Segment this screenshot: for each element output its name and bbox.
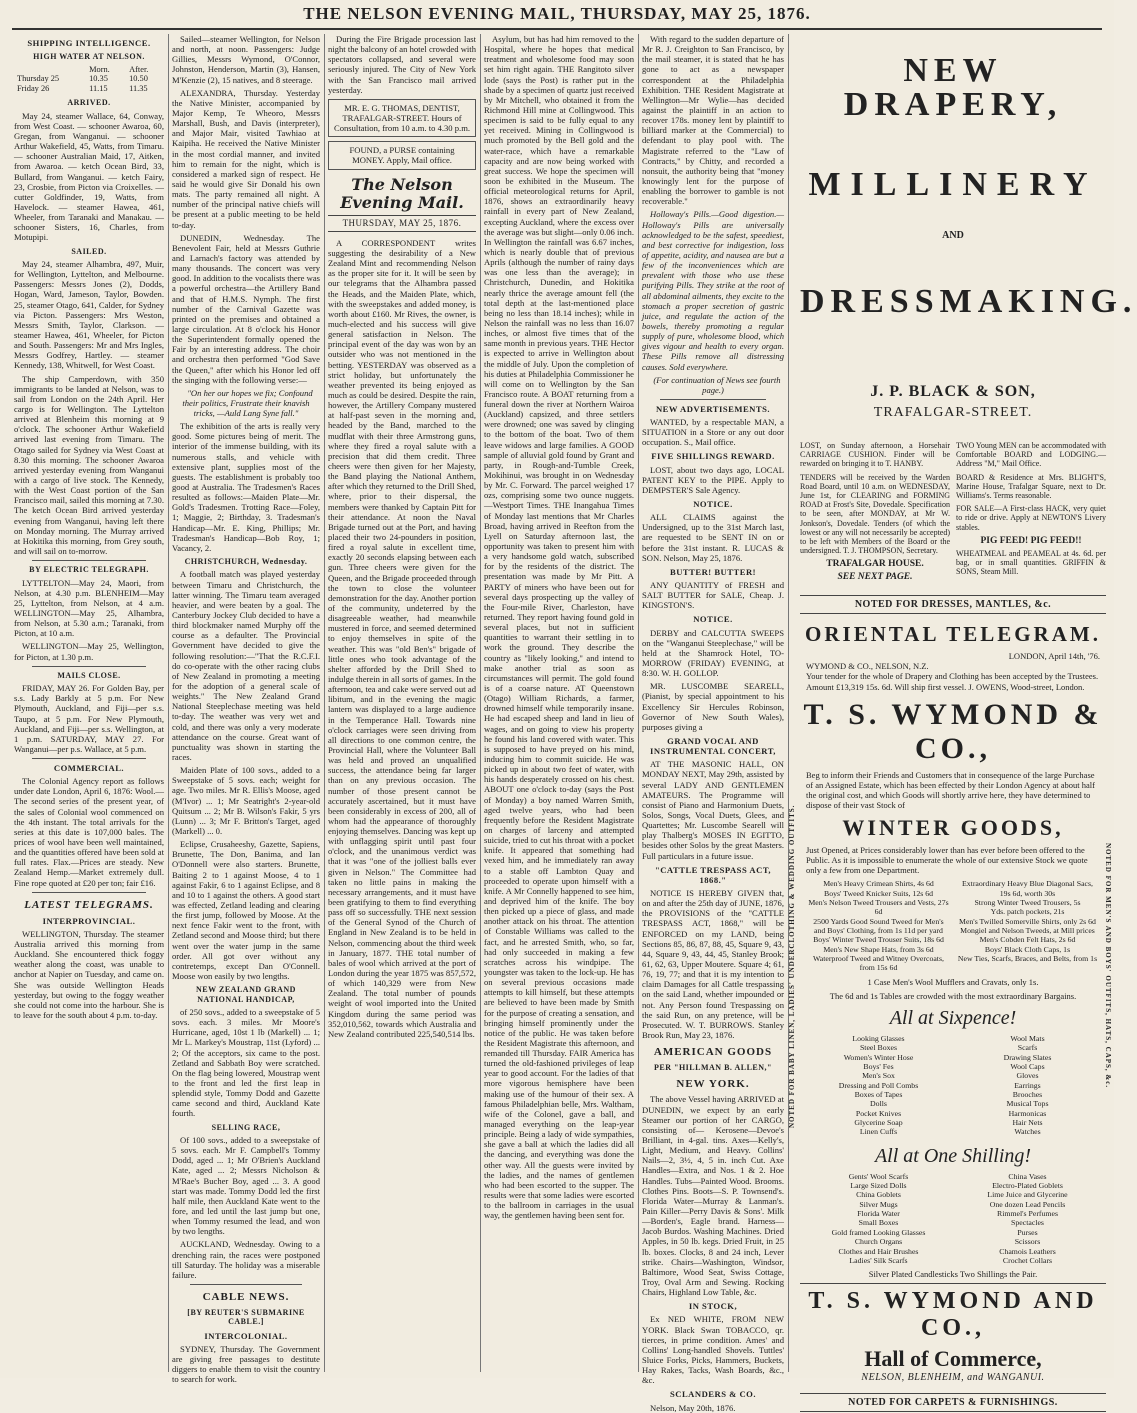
grand-national-text: of 250 sovs., added to a sweepstake of 5 sovs. each. 3 miles. Mr Moore's Hurricane, aged, 10st 1 lb (Markell) ... 1; Mr L. Markey's Moustrap, 11st (Lyford) ... 2; Of the acceptors, six came to the post. Zetland and Sabbath Boy were scratched. On the flag being lowered, Moustrap went to the front and led the first leap in splendid style, Tommy Dodd and Gazette came second and third, Auckland Kate fourth. — [172, 1006, 320, 1119]
sixpence-item: Dressing and Poll Combs — [838, 1080, 919, 1090]
dressmaking-title: DRESSMAKING. — [800, 283, 1137, 320]
alexandra-news: ALEXANDRA, Thursday. Yesterday the Native Minister, accompanied by Major Kemp, Te Wheoro, Messrs Marshall, Bush, and Davis (interpreter), and Major Mair, visited Tawhiao at Kaipiha. He received the Native Minister in the most cordial manner, and invited him to remain for the night, which is considered a marked sign of respect. He said he would give Sir Donald his own mats. The party remained all night. A number of the principal native chiefs will be present at a public meeting to be held to-day. — [172, 87, 320, 230]
sixpence-item: Musical Tops — [1006, 1099, 1049, 1109]
sixpence-item: Glycerine Soap — [854, 1118, 903, 1128]
shilling-item: Small Boxes — [858, 1218, 899, 1228]
tide-cell: 10.50 — [129, 74, 148, 84]
column-rule — [638, 34, 639, 1372]
sixpence-item: Looking Glasses — [852, 1033, 905, 1043]
notice-text: ALL CLAIMS against the Undersigned, up to the 31st March last, are requested to be SENT IN on or before the 31st instant. R. LUCAS & SON. Nelson, May 25, 1876. — [642, 512, 784, 563]
hall-of-commerce: Hall of Commerce, — [864, 1346, 1042, 1372]
divider — [32, 758, 146, 759]
sixpence-item: Men's Sox — [862, 1071, 895, 1081]
sclanders-name: SCLANDERS & CO. — [669, 1389, 757, 1400]
price-list-item: Men's Nelson Tweed Trousers and Vests, 27s 6d — [808, 897, 949, 917]
tide-row — [14, 84, 164, 94]
pig-feed-heading: PIG FEED! PIG FEED!! — [980, 535, 1082, 546]
divider — [190, 1284, 302, 1285]
found-ad — [328, 141, 476, 169]
sixpence-item: Boys' Fes — [863, 1062, 894, 1071]
sixpence-list-left — [808, 1034, 949, 1137]
divider — [32, 666, 146, 667]
telegraph-arrived: LYTTELTON—May 24, Maori, from Nelson, at 4.30 p.m. BLENHEIM—May 25, Lyttelton, from Nelson, at 4 a.m. WELLINGTON—May 25, Alhambra, from Nelson, at 5.30 a.m.; Taranaki, from Picton, at 10 a.m. — [14, 577, 164, 639]
bargains-line: The 6d and 1s Tables are crowded with the most extraordinary Bargains. — [829, 990, 1077, 1001]
american-goods-heading: AMERICAN GOODS — [653, 1046, 773, 1059]
page-masthead: THE NELSON EVENING MAIL, THURSDAY, MAY 25, 1876. — [303, 4, 811, 23]
side-banner-right: NOTED FOR MEN'S AND BOYS' OUTFITS, HATS, CAPS, &c. — [1104, 843, 1112, 1089]
selling-race-text: Of 100 sovs., added to a sweepstake of 5 sovs. each. Mr F. Campbell's Tommy Dodd, aged ... 1; Mr O'Brien's Auckland Kate, aged ... 2; Messrs Nicholson & M'Rae's Bucher Boy, aged ... 3. A good start was made. Tommy Dodd led the first half mile, then Auckland Kate went to the fore, and led until the last jump but one, when Tommy resumed the lead, and won by two lengths. — [172, 1134, 320, 1237]
shilling-item: Gents' Wool Scarfs — [848, 1171, 909, 1181]
christchurch-news: A football match was played yesterday between Timaru and Christchurch, the latter winning. The Timaru team averaged heavier, and were beaten by a goal. The Canterbury Jockey Club decided to have a third blockmaker named Murphy off the course as a defaulter. The Provincial Government have decided to give the following resolution:—"That the R.C.F.I. do co-operate with the other racing clubs of New Zealand in promoting a meeting for the adoption of a general scale of weights." The New Zealand Grand National Steeplechase meeting was held to-day. The weather was very wet and cold, and there was only a very moderate attendance on the course. Great want of punctuality was shown in starting the races. — [172, 569, 320, 762]
sailed-text: May 24, steamer Alhambra, 497, Muir, for Wellington, Lyttelton, and Melbourne. Passengers: Messrs Jones (2), Dodds, Hogan, Ward, Jameson, Taylor, Bowden. 25, steamer Otago, 641, Calder, for Sydney via Picton. Passengers: Mrs Weston, Messrs Smith, Taylor, Clarkson. — steamer Hawea, 461, Wheeler, for Picton and South. Passengers: Mr and Mrs Ingles, Messrs Godfrey, Hartley. — steamer Kennedy, 138, Whitwell, for West Coast. — [14, 259, 164, 371]
selling-race-heading: SELLING RACE, — [211, 1122, 281, 1132]
intercolonial-heading: INTERCOLONIAL. — [204, 1330, 288, 1341]
classified-grid — [800, 441, 1106, 585]
wymond-title-2: T. S. WYMOND AND CO., — [800, 1283, 1106, 1342]
masthead-rule — [12, 28, 1102, 30]
concert-text: AT THE MASONIC HALL, ON MONDAY NEXT, May 29th, assisted by several LADY AND GENTLEMEN AMATEURS. The Programme will consist of Piano and Harmonium Duets, Solos, Songs, Vocal Duets, Glees, and Quartettes; Mr. Luscombe Searell will play Thalberg's MOSES IN EGITTO, besides other Solos by the great Masters. Full particulars in a future issue. — [642, 759, 784, 861]
paper-date: THURSDAY, MAY 25, 1876. — [328, 215, 476, 232]
interprovincial-heading: INTERPROVINCIAL. — [42, 915, 136, 926]
shilling-item: Florida Water — [857, 1209, 900, 1219]
column-rule — [168, 34, 169, 1372]
shipping-heading: SHIPPING INTELLIGENCE. — [27, 38, 151, 48]
winter-goods-title: WINTER GOODS, — [842, 814, 1064, 840]
tenders-ad: TENDERS will be received by the Warden Road Board, until 10 a.m. on WEDNESDAY, June 1st, for CLEARING and FORMING ROAD at Frost's Site, Dovedale. Specification to be seen, after MONDAY, at Mr W. Jonkson's, Dovedale. Tenders (of which the lowest or any will not necessarily be accepted) to be left with Members of the Board or the undersigned. T. J. THOMPSON, Secretary. — [800, 472, 950, 556]
shilling-item: Church Organs — [854, 1237, 903, 1247]
interprovincial-text: WELLINGTON, Thursday. The steamer Australia arrived this morning from Auckland. She encountered thick foggy weather along the coast, was unable to anchor at Napier on Tuesday, and came on. She was outside Wellington Heads yesterday, but owing to the foggy weather she could not come into the harbour. She is to leave for the south about 4 p.m. to-day. — [14, 928, 164, 1020]
column-5 — [642, 34, 784, 1413]
telegram-from: LONDON, April 14th, '76. — [1008, 651, 1100, 662]
sixpence-item: Harmonicas — [1008, 1108, 1047, 1118]
lodging-ad: TWO Young MEN can be accommodated with Comfortable BOARD and LODGING.—Address "M," Mail Office. — [956, 441, 1106, 469]
divider — [32, 560, 146, 561]
dresses-banner: NOTED FOR DRESSES, MANTLES, &c. — [800, 595, 1106, 614]
notice-heading-2: NOTICE. — [693, 614, 733, 625]
sixpence-item: Drawing Slates — [1003, 1052, 1052, 1062]
telegraph-heading: BY ELECTRIC TELEGRAPH. — [29, 565, 149, 575]
tide-header-cell: Morn. — [89, 64, 110, 74]
editorial-text: A CORRESPONDENT writes suggesting the desirability of a New Zealand Mint and recommending Nelson as the proper site for it. It will be seen by our telegrams that the Alhambra passed the Heads, and the Maiden Plate, which, with the sweepstakes and added money, is worth about £160. Mr Rives, the owner, is much-elected and his success will give general satisfaction in Nelson. The principal event of the day was won by an outsider who was not mentioned in the betting. YESTERDAY was observed as a strict holiday, but unfortunately the weather prevented its being enjoyed as much as could be desired. Despite the rain, however, the Artillery Company mustered at half-past seven in the morning and, headed by the Band, marched to the mudflat with their three Armstrong guns, where they fired a royal salute with a precision that did them credit. Three cheers were then given for her Majesty, the Band playing the National Anthem, after which they returned to the Drill Shed, where, prior to their dispersal, the members were thanked by Captain Pitt for their attendance. At noon the Naval Brigade turned out at the Port, and having placed their two 24-pounders in position, fired a royal salute in excellent time, exactly 20 seconds elapsing between each gun. Three cheers were given for the Queen, and the Brigade proceeded through the town to close the volunteer demonstration for the day. Another portion of the community, undeterred by the disagreeable weather, had meanwhile mustered in force, and seemed determined to enjoy themselves in spite of the weather. This was "old Ben's" brigade of little ones who took advantage of the shelter afforded by the Drill Shed to indulge therein in all sorts of games. In the afternoon, tea and cake were served out ad libitum, and in the evening the magic lantern was displayed to a large audience in the Temperance Hall. Towards nine o'clock carriages were seen driving from all directions to one common centre, the Provincial Hall, where the Volunteer Ball was held and proved an unqualified success, the attendance being far larger than on any previous occasion. The number of those present cannot be accurately ascertained, but it must have been considerably in excess of 200, all of whom had the appearance of thoroughly enjoying themselves. Dancing was kept up with unflagging spirit until past four o'clock, and the unanimous verdict was that it was "one of the jolliest balls ever given in Nelson." The Committee had taken no little pains in making the necessary arrangements, and it must have been gratifying to them to find everything pass off so successfully. THE next session of the General Synod of the Church of England in New Zealand is to be held in Nelson, commencing about the third week in January, 1877. THE total number of bales of wool which arrived at the port of London during the year 1875 was 857,572, of which 140,329 were from New Zealand. The total number of pounds weight of wool imported into the United Kingdom during the same period was 352,010,562, towards which Australia and New Zealand contributed 225,540,514 lbs. — [328, 237, 476, 1039]
sixpence-item: Pocket Knives — [855, 1108, 902, 1118]
winter-goods-body: Just Opened, at Prices considerably lower than has ever before been offered to the Public. As it is impossible to enumerate the whole of our extensive Stock we quote only a few from one Department. — [806, 844, 1088, 875]
arrived-text: May 24, steamer Wallace, 64, Conway, from West Coast. — schooner Awaroa, 60, Gregan, from Wanganui. — schooner Arthur Wakefield, 45, Watts, from Timaru. — schooner Australian Maid, 17, Aitken, from Awaroa. — ketch Ocean Bird, 33, Bullard, from Wanganui. — ketch Fairy, 23, Crosbie, from Picton via Croixelles. — cutter Goldfinder, 19, Watts, from Havelock. — steamer Hawea, 461, Wheeler, from Taranaki and Manakau. — schooner Sisters, 16, Charles, from Motupipi. — [14, 110, 164, 243]
in-stock-text: Ex NED WHITE, FROM NEW YORK. Black Swan TOBACCO, qr. tierces, in prime condition. Ames' and Collins' Long-handled Shovels. Tuttles' Sluice Forks, Picks, Hammers, Buckets, Hay Rakes, Tacks, Wash Boards, &c., &c. — [642, 1314, 784, 1386]
shilling-item: Clothes and Hair Brushes — [838, 1246, 919, 1256]
price-list-item: Men's Twilled Somerville Shirts, only 2s 6d — [959, 916, 1096, 926]
mufflers-line: 1 Case Men's Wool Mufflers and Cravats, only 1s. — [867, 976, 1039, 987]
shilling-item: Gold framed Looking Glasses — [831, 1227, 926, 1237]
creighton-news: With regard to the sudden departure of Mr R. J. Creighton to San Francisco, by the mail steamer, it is stated that he has gone to act as a newspaper correspondent at the Philadelphia Exhibition. THE Resident Magistrate at Wellington—Mr Wylie—has decided against the plaintiff in an action to recover 178s. money lent by plaintiff to billiard marker at the Commercial) to defendant to play pool with. The Magistrate referred to the "Law of Contracts," by Chitty, and recorded a nonsuit, the authority being that "money knowingly lent for the purpose of enabling the borrower to gamble is not recoverable." — [642, 34, 784, 207]
concert-heading: GRAND VOCAL AND INSTRUMENTAL CONCERT, — [650, 736, 776, 757]
telegram-body — [806, 651, 1100, 692]
dunedin-news-2: The exhibition of the arts is really very good. Some pictures being of merit. The interior of the immense building, with its numerous stalls, and vehicle with extensive plant, supplies most of the guests. The establishment is probably too good at Australia. The Tradesmen's Races resulted as follows:—Maiden Plate—Mr. Gold's Tradesmen. Trotting Race—Foley, 1; Maggie, 2; Birthday, 3. Tradesman's Handicap—Mr. E. King, Phillips; Mr. Tradesman's Handicap—Bob Roy, 1; Vacancy, 2. — [172, 421, 320, 553]
news-paragraphs: Asylum, but has had him removed to the Hospital, where he hopes that medical treatment and wholesome food may soon set him right again. THE Rangitoto silver lode (says the Post) is rather put in the shade by a specimen of quartz just received by Mr Mitchell, who obtained it from the Richmond Hill mine at Collingwood. This specimen is said to be fully equal to any yet received. Mining in Collingwood is much promoted by the Bell gold and the water-race, which have a remarkable capacity and are now being worked with great success. We hope the specimen will soon be exhibited in the Museum. The official meteorological returns for April, 1876, shows an extraordinarily heavy rainfall in every part of New Zealand, excepting Auckland, where the excess over the average was but slight—only 0.06 inch. In Wellington the rainfall was 6.67 inches, which is nearly double that of previous Aprils (although the number of rainy days was one less than the average); in Christchurch, Dunedin, and Hokitika nearly thrice the average amount fell (the total depth at the last-mentioned place being no less than 18.14 inches); while in Nelson the rainfall was no less than 16.07 inches, or almost five times that of the same month in previous years. THE Hector is expected to arrive in Wellington about the middle of July. Upon the completion of his duties at Philadelphia Commissioner he will come on to Wellington by the San Francisco route. A BOAT returning from a funeral down the river at Northern Wairoa (Auckland) capsized, and three settlers were drowned; one was saved by clinging to the bottom of the boat. Two of them leave widows and large families. A GOOD sample of alluvial gold found by Grant and party, in Rough-and-Tumble Creek, Mokihinui, was brought in on Wednesday by Mr. C. Forward. The parcel weighed 17 ozs, comprising some two ounce nuggets.—Westport Times. THE Inangahua Times of Monday last mentions that Mr Charles Broad, having arrived in Reefton from the Lyell on Saturday afternoon last, the opportunity was taken to present him with a very handsome gold watch, subscribed for by the residents of the district. The presentation was made by Mr Pitt. A PARTY of miners who have been out for several days prospecting up the valley of the Four-mile River, Charleston, have returned. They report having found gold in several places, but not in sufficient quantities to warrant their settling in to work the ground. They describe the country as "likely looking," and intend to make another trial as soon as circumstances will permit. The gold found is of a coarse nature. AT Queenstown (Otago) William Richards, a farmer, drowned himself while temporarily insane. He had escaped sheep and land in lieu of wages, and on going to view his property he found his land covered with water. This is supposed to have preyed on his mind, inducing him to commit suicide. He was picked up in about two feet of water, with his hands desperately crossed on his chest. ABOUT one o'clock to-day (says the Post of Monday) a boy named Warren Smith, aged twelve years, who had been frequently before the Resident Magistrate on charges of larceny and attempted suicide, tried to cut his throat with a pocket knife. It appeared that something had vexed him, and he immediately ran away to a stable off Lambton Quay and proceeded to operate upon himself with a knife. A Mr Connelly happened to see him, and deprived him of the knife. The boy then picked up a piece of glass, and made another attack on his throat. The attention of Constable Williams was called to the fact, and he arrested Smith, who, so far, had only succeeded in making a few scratches across his windpipe. The youngster was taken to the lock-up. He has on several previous occasions made attempts to kill himself, but these attempts are believed to have been made by Smith for the purpose of creating a sensation, and bringing himself prominently under the notice of the public. He was taken before the Resident Magistrate this afternoon, and remanded till Thursday. FAIR America has turned the old-fashioned privileges of leap year to good account. For the ladies of that more vigorous hemisphere have been making use of the humour of their sex. A famous Philadelphian belle, Mrs. Waltham, wife of the Colonel, gave a ball, and managed everything on the leap-year principle. Being a lady of wide sympathies, she gave a ball at which the ladies did all the dancing, and everything was done the other way. All the guests were invited by the ladies, and the names of gentlemen who had been escorted to the supper. The results were that some ladies were escorted to the ballroom in carriages in the usual way, the gentlemen having been sent for. — [484, 34, 634, 1221]
shilling-list-right — [957, 1172, 1098, 1265]
commercial-text: The Colonial Agency report as follows under date London, April 6, 1876: Wool.—The second series of the present year, of the sales of Colonial wool commenced on the 4th instant. The total arrivals for the series at this date is 107,000 bales. The prices of wool have been well maintained, and the quantities offered have been sold at full rates. Flax.—Prices are steady. New Zealand Hemp.—Market extremely dull. Fine rope quoted at £20 per ton; fair £16. — [14, 776, 164, 888]
maiden-plate: Maiden Plate of 100 sovs., added to a Sweepstake of 5 sovs. each; weight for age. Two miles. Mr R. Ellis's Moose, aged (M'Ivor) ... 1; Mr Seatright's 2-year-old Quitsum ... 2; Mr B. Wilson's Fakir, 5 yrs (Lunn) ... 3; Mr F. Britton's Target, aged (Markell) ... 0. — [172, 765, 320, 836]
latest-telegrams-heading: LATEST TELEGRAMS. — [24, 898, 154, 911]
auckland-news: AUCKLAND, Wednesday. Owing to a drenching rain, the races were postponed till Saturday. The holiday was a miserable failure. — [172, 1239, 320, 1280]
sixpence-item: Wool Caps — [1010, 1062, 1045, 1071]
divider — [32, 892, 146, 893]
price-list-item: Boys' Black Cloth Caps, 1s — [984, 944, 1071, 954]
board-ad: BOARD & Residence at Mrs. BLIGHT'S, Marine House, Trafalgar Square, next to Dr. Williams's. Terms reasonable. — [956, 472, 1106, 500]
tide-header-cell: After. — [129, 64, 149, 74]
side-banner-left: NOTED FOR BABY LINEN, LADIES' UNDERCLOTHING & WEDDING OUTFITS. — [788, 804, 796, 1128]
mails-text: FRIDAY, MAY 26. For Golden Bay, per s.s. Lady Barkly at 5 p.m. For New Plymouth, Auckland, and Fiji—per s.s. Taupo, at 5 p.m. For New Plymouth, Auckland, and Fiji—per s.s. Wellington, at 1 p.m. SATURDAY, MAY 27. For Wanganui—per p.s. Wallace, at 5 p.m. — [14, 683, 164, 754]
column-2 — [172, 34, 320, 1385]
telegraph-sailed: WELLINGTON—May 25, Wellington, for Picton, at 1.30 p.m. — [14, 641, 164, 662]
shilling-item: Purses — [1017, 1227, 1038, 1237]
tide-header-row — [14, 65, 164, 75]
hack-for-sale-ad: FOR SALE—A First-class HACK, very quiet to ride or drive. Apply at NEWTON'S Livery stables. — [956, 504, 1106, 532]
sixpence-item: Steel Boxes — [859, 1043, 898, 1053]
notice-heading: NOTICE. — [693, 499, 733, 510]
shilling-item: China Goblets — [856, 1190, 901, 1200]
continuation-note: (For continuation of News see fourth page.) — [653, 374, 781, 395]
sixpence-item: Hair Nets — [1012, 1118, 1043, 1128]
shilling-list-left — [808, 1172, 949, 1265]
shilling-item: Ladies' Silk Scarfs — [849, 1255, 908, 1265]
price-list-item: Waterproof Tweed and Witney Overcoats, from 15s 6d — [813, 953, 944, 973]
sixpence-item: Watches — [1014, 1127, 1041, 1137]
sailed-wellington: Sailed—steamer Wellington, for Nelson and north, at noon. Passengers: Judge Gillies, Messrs Wymond, O'Connor, Johnston, Henderson, Martin (3), Hansen, M'Kenzie (2), 15 natives, and 8 steerage. — [172, 34, 320, 85]
tide-cell: 11.35 — [129, 84, 148, 94]
cable-subheading: [BY REUTER'S SUBMARINE CABLE.] — [187, 1307, 305, 1327]
tide-table — [14, 65, 164, 95]
price-list-item: Men's Heavy Crimean Shirts, 4s 6d — [823, 879, 934, 889]
searell-ad: MR. LUSCOMBE SEARELL, (Pianist, by special appointment to his Excellency Sir Hercules Robinson, Governor of New South Wales), purposes giving a — [642, 681, 784, 732]
sixpence-title: All at Sixpence! — [889, 1006, 1017, 1029]
cattle-heading: "CATTLE TRESPASS ACT, 1868." — [654, 864, 772, 885]
american-per: PER "HILLMAN B. ALLEN," — [654, 1063, 772, 1073]
shilling-item: Silver Mugs — [859, 1199, 898, 1209]
shilling-list — [808, 1172, 1098, 1265]
sixpence-item: Boxes of Tapes — [854, 1090, 903, 1100]
cable-news-heading: CABLE NEWS. — [202, 1290, 290, 1303]
price-list-item: Mongiel and Nelson Tweeds, at Mill prices — [960, 925, 1095, 935]
grand-national-heading: NEW ZEALAND GRAND NATIONAL HANDICAP, — [196, 985, 296, 1004]
shilling-item: China Vases — [1008, 1171, 1047, 1181]
trafalgar-house: TRAFALGAR HOUSE. — [826, 559, 924, 570]
business-street: TRAFALGAR-STREET. — [873, 405, 1033, 420]
shilling-item: Scissors — [1014, 1237, 1041, 1247]
sixpence-item: Wool Mats — [1010, 1033, 1045, 1043]
sixpence-item: Earrings — [1014, 1080, 1041, 1090]
tide-cell: Thursday 25 — [17, 74, 60, 84]
tide-row — [14, 74, 164, 84]
shilling-title: All at One Shilling! — [874, 1144, 1032, 1167]
new-york-heading: NEW YORK. — [676, 1078, 750, 1091]
price-list-item: Men's Cobden Felt Hats, 2s 6d — [979, 935, 1076, 945]
dentist-ad-text: MR. E. G. THOMAS, DENTIST, TRAFALGAR-STREET. Hours of Consultation, from 10 a.m. to 4.30 p.m. — [333, 102, 471, 134]
shilling-item: Lime Juice and Glycerine — [987, 1190, 1068, 1200]
price-list — [808, 879, 1098, 972]
sixpence-item: Brooches — [1012, 1090, 1043, 1100]
price-list-item: Boys' Tweed Knicker Suits, 12s 6d — [824, 888, 933, 898]
arrived-label: ARRIVED. — [67, 98, 111, 108]
telegram-message: Your tender for the whole of Drapery and Clothing has been accepted by the Trustees. Amount £13,319 15s. 6d. Will ship first vessel. J. OWENS, Wood-street, London. — [806, 671, 1099, 692]
dentist-ad — [328, 99, 476, 137]
column-3 — [328, 34, 476, 1372]
sixpence-item: Gloves — [1016, 1071, 1039, 1081]
business-name: J. P. BLACK & SON, — [870, 383, 1036, 400]
see-next-page: SEE NEXT PAGE. — [837, 572, 913, 583]
telegram-to: WYMOND & CO., NELSON, N.Z. — [806, 661, 929, 672]
column-rule — [480, 34, 481, 1372]
sixpence-item: Scarfs — [1017, 1043, 1038, 1053]
sydney-news: SYDNEY, Thursday. The Government are giving free passages to destitute diggers to enable them to visit the country to search for work. — [172, 1343, 320, 1385]
classified-right — [956, 441, 1106, 585]
drapery-title: NEW DRAPERY, — [843, 52, 1063, 123]
column-1 — [14, 34, 164, 1372]
price-list-item: Yds. patch pockets, 21s — [990, 907, 1065, 917]
shilling-item: Large Sized Dolls — [850, 1181, 907, 1191]
price-list-item: Strong Winter Tweed Trousers, 5s — [974, 897, 1081, 907]
shilling-item: Electro-Plated Goblets — [992, 1181, 1063, 1191]
and-label: AND — [942, 230, 964, 241]
price-list-item: Boys' Winter Tweed Trouser Suits, 18s 6d — [813, 935, 944, 945]
carpets-banner: NOTED FOR CARPETS & FURNISHINGS. — [800, 1393, 1106, 1412]
reward-heading: FIVE SHILLINGS REWARD. — [651, 451, 775, 462]
divider — [660, 399, 766, 400]
shilling-item: Chamois Leathers — [999, 1246, 1056, 1256]
lost-key-ad: LOST, about two days ago, LOCAL PATENT KEY to the PIPE. Apply to DEMPSTER'S Sale Agency. — [642, 464, 784, 495]
tide-cell: 10.35 — [89, 74, 108, 84]
holloway-ad: Holloway's Pills.—Good digestion.—Holloway's Pills are universally acknowledged to be the safest, speediest, and best corrective for indigestion, loss of appetite, acidity, and nausea are but a few of the inconveniences which are prevalent with those who use these purifying Pills. They strike at the root of all abdominal ailments, they excite to the stomach a proper secretion of gastric juice, and regulate the action of the bowels, thereby promoting a regular supply of pure, wholesome blood, which gives vigour and health to every organ. These Pills remove all distressing causes. Sold everywhere. — [642, 209, 784, 372]
wymond-body: Beg to inform their Friends and Customers that in consequence of the large Purchase of an Assigned Estate, which has been effected by their London Agency at about half the original cost, and which Goods will shortly arrive here, they have determined to dispose of their vast Stock of — [806, 769, 1095, 811]
shilling-item: Spectacles — [1011, 1218, 1044, 1228]
price-list-item: New Ties, Scarfs, Braces, and Belts, from 1s — [957, 953, 1098, 963]
price-list-item: Men's New Shape Hats, from 3s 6d — [823, 944, 934, 954]
lost-cushion-ad: LOST, on Sunday afternoon, a Horsehair CARRIAGE CUSHION. Finder will be rewarded on bringing it to T. HANBY. — [800, 441, 950, 469]
shilling-item: Crochet Collars — [1002, 1255, 1053, 1265]
tide-cell: 11.15 — [89, 84, 108, 94]
derby-sweeps-ad: DERBY and CALCUTTA SWEEPS on the "Wanganui Steeplechase," will be held at the Shamrock Hotel, TO-MORROW (FRIDAY) EVENING, at 8:30. W. H. GOLLOP. — [642, 627, 784, 679]
commercial-heading: COMMERCIAL. — [53, 763, 125, 774]
price-list-item: 2500 Yards Good Sound Tweed for Men's and Boys' Clothing, from 1s 11d per yard — [813, 916, 944, 935]
shilling-item: Rimmel's Perfumes — [997, 1209, 1058, 1219]
dunedin-news: DUNEDIN, Wednesday. The Benevolent Fair, held at Messrs Guthrie and Larnach's factory was attended by many thousands. The concert was very good. In addition to the vocalists there was a powerful orchestra—the Artillery Band and that of H.M.S. Nymph. The first number of the Carnival Gazette was printed on the premises and obtained a large circulation. At 8 o'clock his Honor the Superintendent formally opened the Fair by an interesting address. The choir and orchestra then performed "God Save the Queen," after which his Honor led off the singing with the following verse:— — [172, 232, 320, 385]
price-list-left — [808, 879, 949, 972]
sixpence-list — [808, 1034, 1098, 1137]
shilling-item: One dozen Lead Pencils — [989, 1199, 1066, 1209]
price-list-item: Extraordinary Heavy Blue Diagonal Sacs, 19s 6d, worth 30s — [962, 879, 1093, 898]
tide-cell: Friday 26 — [17, 84, 50, 94]
wymond-title: T. S. WYMOND & CO., — [803, 697, 1103, 765]
new-ads-heading: NEW ADVERTISEMENTS. — [655, 403, 771, 414]
mails-heading: MAILS CLOSE. — [57, 670, 121, 680]
column-4 — [484, 34, 634, 1372]
millinery-title: MILLINERY — [808, 166, 1098, 203]
sixpence-list-right — [957, 1034, 1098, 1137]
sailed-label: SAILED. — [71, 246, 107, 256]
tide-heading: HIGH WATER AT NELSON. — [33, 52, 145, 62]
christchurch-heading: CHRISTCHURCH, Wednesday. — [184, 557, 308, 567]
sixpence-item: Women's Winter Hose — [843, 1052, 914, 1062]
in-stock-heading: IN STOCK, — [688, 1301, 738, 1312]
classified-left — [800, 441, 950, 585]
sixpence-item: Dolls — [870, 1099, 887, 1109]
shipping-news: The ship Camperdown, with 350 immigrants to be landed at Nelson, was to sail from London on the 24th April. Her cargo is for Wellington. The Lyttelton arrived at Blenheim this morning at 9 o'clock. The schooner Arthur Wakefield arrived last evening from Timaru. The Otago sailed for Sydney via West Coast at 8.30 this morning. The schooner Awaroa arrived yesterday evening from Wanganui with a cargo of live stock. The Kennedy, with the West Coast portion of the San Francisco mail, sailed this morning at 7.30. The ketch Ocean Bird arrived yesterday evening from Wanganui, having left there on Monday morning. The Murray arrived at Hokitika this morning, from Grey south, and will sail on to-morrow. — [14, 373, 164, 556]
paper-title: The Nelson Evening Mail. — [340, 174, 464, 213]
anthem-verse: "On her our hopes we fix; Confound their politics, Frustrate their knavish tricks, —Auld Lang Syne fall." — [182, 387, 313, 419]
found-ad-text: FOUND, a PURSE containing MONEY. Apply, Mail office. — [349, 145, 455, 166]
fire-brigade-news: During the Fire Brigade procession last night the balcony of an hotel crowded with spectators collapsed, and several were seriously injured. The City of New York with the San Francisco mail arrived yesterday. — [328, 34, 476, 95]
column-rule — [324, 34, 325, 1372]
butter-text: ANY QUANTITY of FRESH and SALT BUTTER for SALE, Cheap. J. KINGSTON'S. — [642, 580, 784, 611]
cattle-text: NOTICE IS HEREBY GIVEN that, on and after the 25th day of JUNE, 1876, the PROVISIONS of the "CATTLE TRESPASS ACT, 1868," will be ENFORCED on my LAND, being Sections 85, 86, 87, 88, 45, Square 9, 43, 44, Square 9, 43, 44, 45, Stanley Brook; 61, 62, 63, Upper Moutere. Square 4; 61, 76, 19, 77; and that it is my intention to claim Damages for all Cattle trespassing on the said Land, whether impounded or not. Any Person found Trespassing on the said Run, on any pretence, will be Prosecuted. W. T. BURROWS. Stanley Brook Run, May 23, 1876. — [642, 887, 784, 1040]
race-report: Eclipse, Crusaheeshy, Gazette, Sapiens, Brunette, The Don, Banima, and Ian O'Donnell were also starters. Brunette, Baiting 2 to 1 against Moose, 4 to 1 against Fakir, 6 to 1 against Eclipse, and 8 and 10 to 1 against the others. A good start was effected, Zetland leading and clearing the first jump, followed by Moose. At the next fence Fakir went to the front, with Zetland second and Moose third; but there went over the water jump in the same order. All got over without any contretemps, except Dan O'Connell. Moose won easily by two lengths. — [172, 839, 320, 981]
american-goods-text: The above Vessel having ARRIVED at DUNEDIN, we expect by an early Steamer our portion of her CARGO, consisting of— Kerosene—Devoe's Brilliant, in 4-gal. tins. Axes—Kelly's, Light, Medium, and Heavy. Collins' Nails—2, 3½, 4, 5 in. inch Cut. Axe Handles—Extra, and Nos. 1 & 2. Hoe Handles. Tubs—Painted Wood. Brooms. Clothes Pins. Boots—S. P. Townsend's. Florida Water—Murray & Lanman's. Pain Killer—Perry Davis & Sons'. Milk—Borden's, Eagle brand. Harness—Jacob Burdos. Washing Machines. Dried Apples, in 50 lb. kegs. Dried Fruit, in 25 lb. boxes. Clocks, 8 and 24 inch, Lever strike. Chairs—Washington, Windsor, Baltimore, Wood Seat, Swiss Cottage, Troy, Oval Arm and Sewing. Rocking Chairs, Highland Low Table, &c. — [642, 1094, 784, 1298]
wanted-ad: WANTED, by a respectable MAN, a SITUATION in a Store or any out door occupation. S., Mail office. — [642, 417, 784, 448]
pig-feed-text: WHEATMEAL and PEAMEAL at 4s. 6d. per bag, or in small quantities. GRIFFIN & SONS, Steam Mill. — [956, 548, 1106, 576]
candlesticks-line: Silver Plated Candlesticks Two Shillings the Pair. — [868, 1269, 1038, 1280]
sixpence-item: Linen Cuffs — [859, 1127, 898, 1137]
price-list-right — [957, 879, 1098, 972]
butter-heading: BUTTER! BUTTER! — [669, 566, 757, 577]
branch-places: NELSON, BLENHEIM, and WANGANUI. — [861, 1372, 1045, 1384]
oriental-telegram-title: ORIENTAL TELEGRAM. — [805, 622, 1101, 647]
sclanders-date: Nelson, May 20th, 1876. — [650, 1402, 736, 1413]
